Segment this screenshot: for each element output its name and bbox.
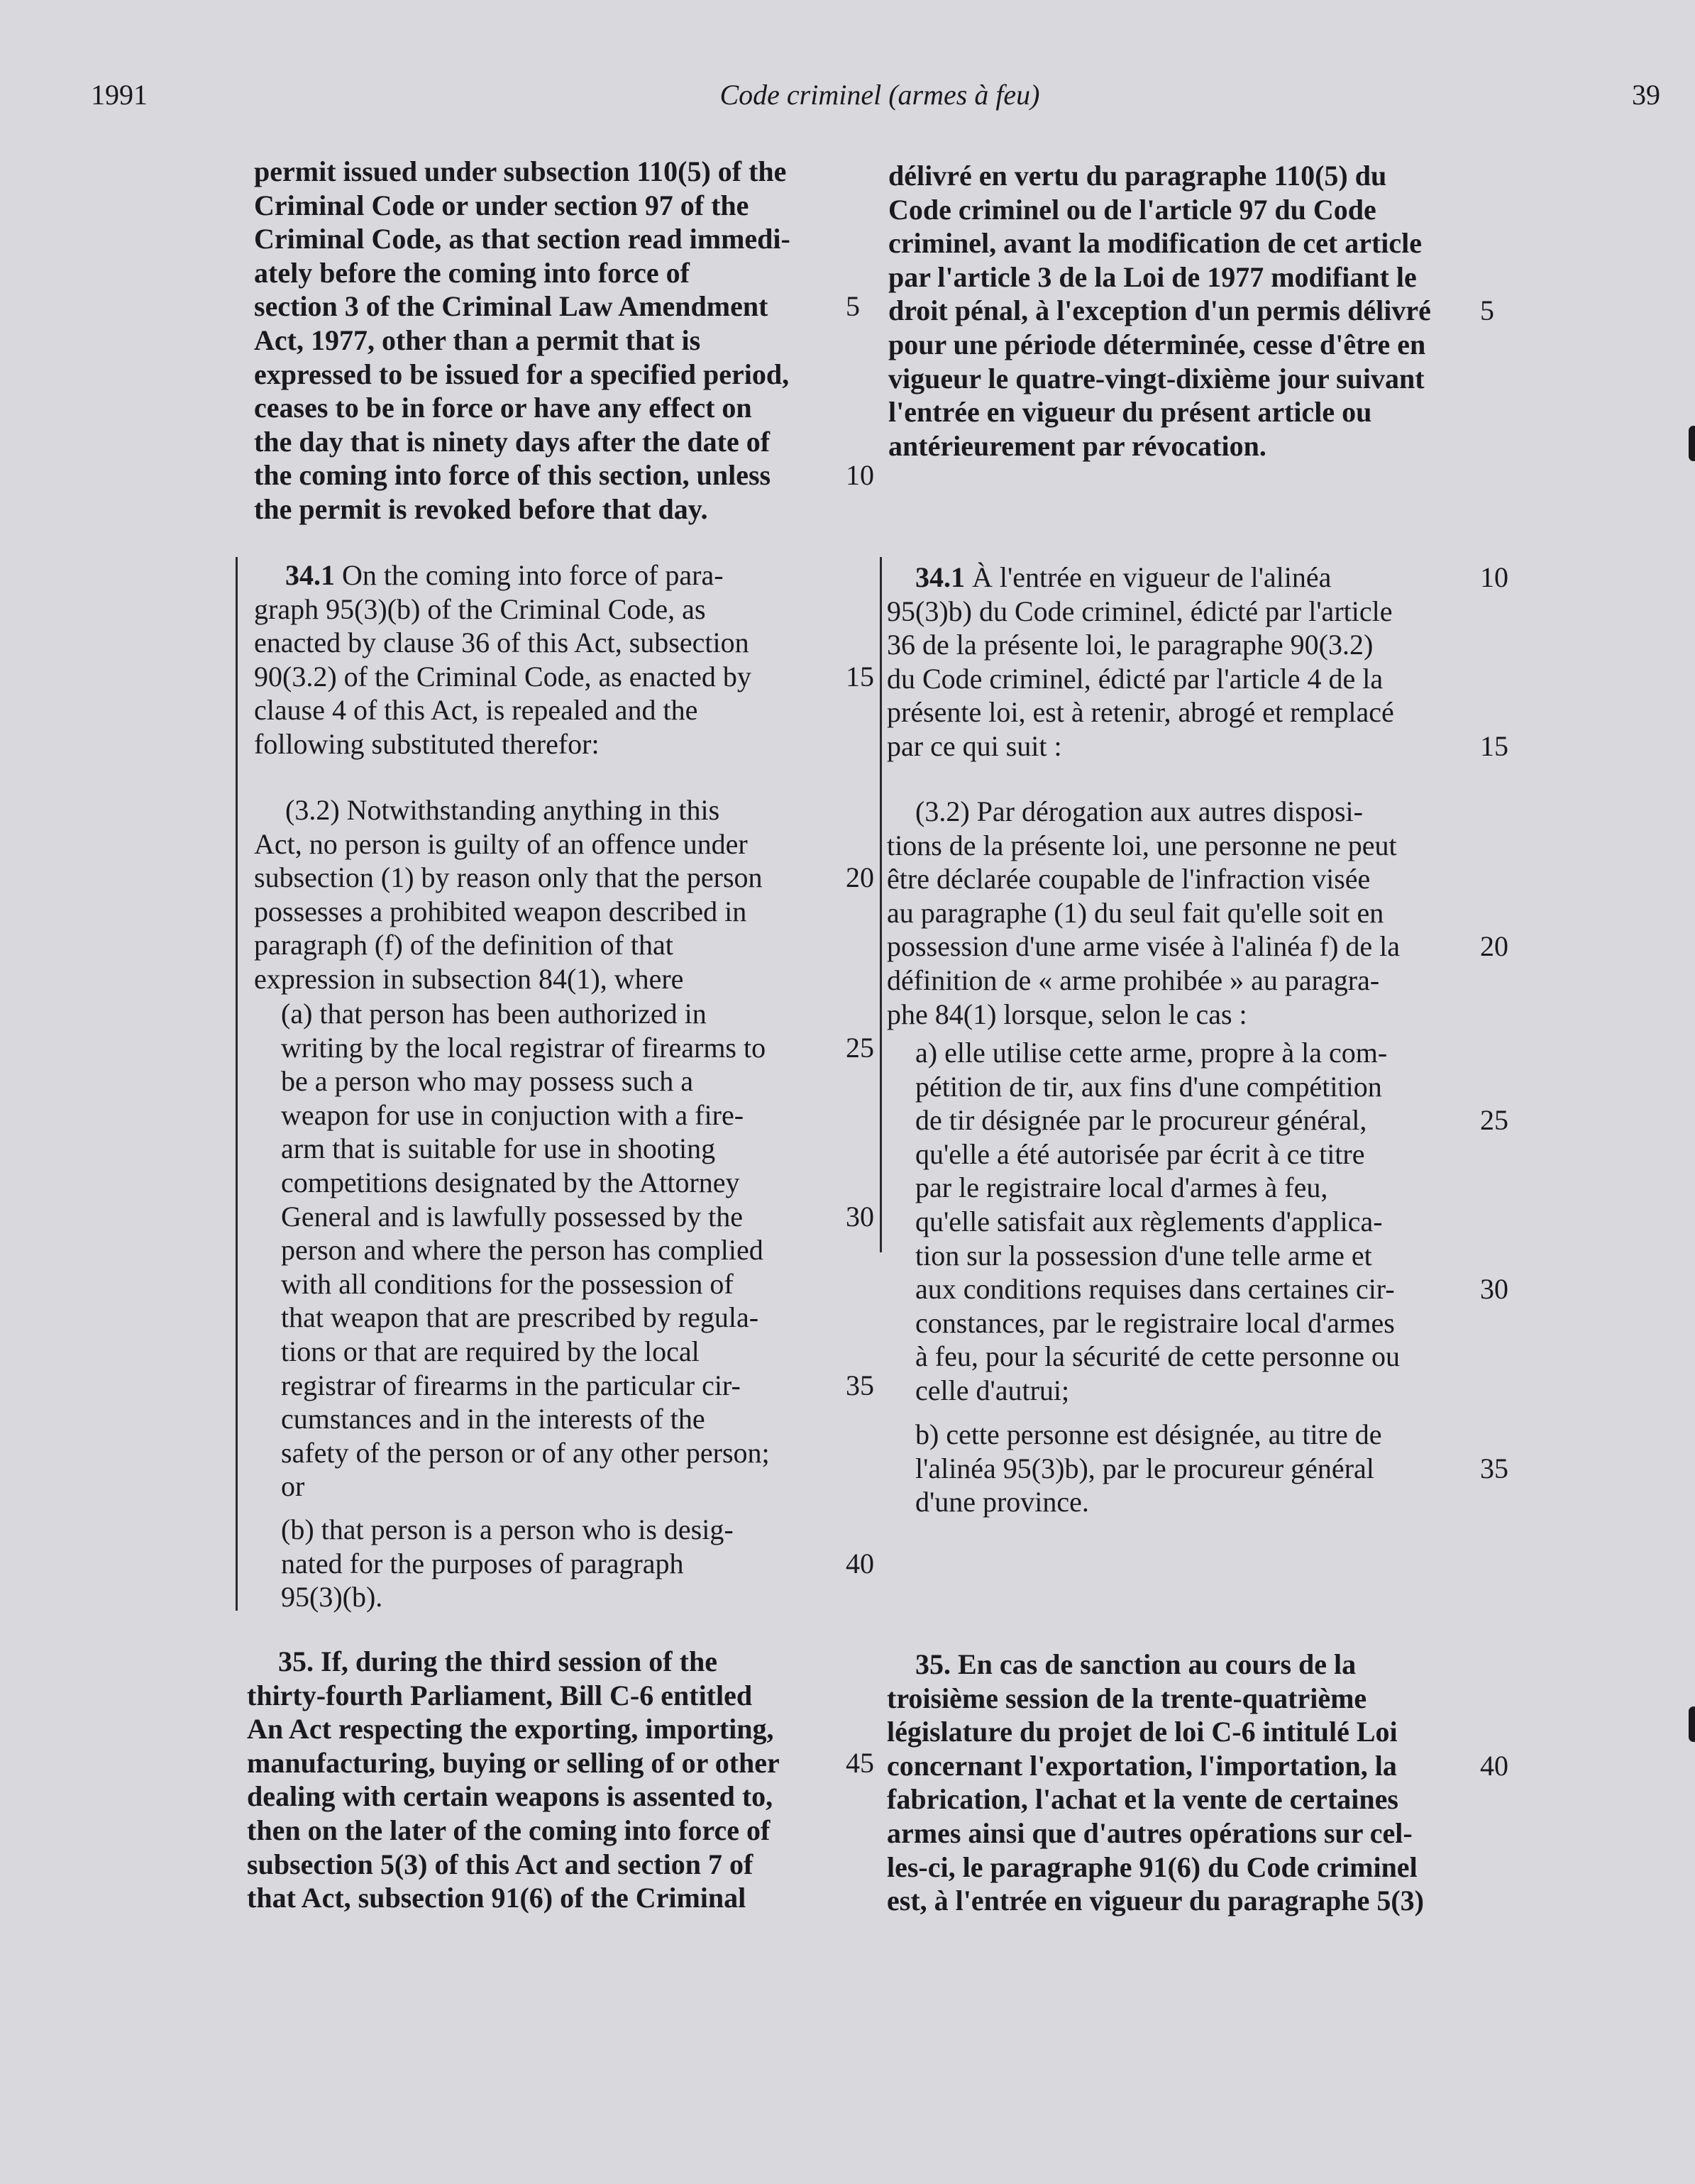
text-line: permit issued under subsection 110(5) of the — [254, 155, 787, 187]
text-line: celle d'autrui; — [915, 1374, 1070, 1406]
text-line: qu'elle satisfait aux règlements d'applica- — [915, 1205, 1383, 1237]
line-number: 10 — [1480, 561, 1508, 593]
line-number: 40 — [846, 1547, 874, 1579]
text-line: par l'article 3 de la Loi de 1977 modifiant le — [888, 260, 1417, 293]
line-number: 35 — [1480, 1452, 1508, 1484]
text-line: droit pénal, à l'exception d'un permis délivré — [888, 294, 1431, 327]
line-number: 25 — [846, 1031, 874, 1064]
text-line: General and is lawfully possessed by the — [281, 1200, 743, 1232]
text-line: 90(3.2) of the Criminal Code, as enacted by — [254, 660, 751, 693]
text-line: phe 84(1) lorsque, selon le cas : — [887, 998, 1247, 1030]
text-line: that Act, subsection 91(6) of the Criminal — [247, 1882, 746, 1914]
text-line: subsection (1) by reason only that the person — [254, 861, 763, 894]
text-line: présente loi, est à retenir, abrogé et remplacé — [887, 696, 1394, 729]
text-line: be a person who may possess such a — [281, 1065, 693, 1098]
english-s35-block — [247, 1645, 836, 1915]
text-line: clause 4 of this Act, is repealed and the — [254, 694, 698, 727]
line-number: 10 — [846, 459, 874, 492]
text-line: tion sur la possession d'une telle arme et — [915, 1239, 1372, 1272]
text-line: then on the later of the coming into force of — [247, 1814, 771, 1846]
line-number: 30 — [846, 1200, 874, 1232]
text-line: nated for the purposes of paragraph — [281, 1547, 684, 1579]
text-line: thirty-fourth Parliament, Bill C-6 entitled — [247, 1679, 753, 1711]
header-title: Code criminel (armes à feu) — [719, 79, 1040, 111]
french-para-b-block — [915, 1418, 1476, 1519]
text-line: pour une période déterminée, cesse d'être en — [888, 328, 1426, 360]
text-line: pétition de tir, aux fins d'une compétition — [915, 1070, 1382, 1103]
text-line: Criminal Code or under section 97 of the — [254, 189, 749, 221]
binding-mark-top — [1689, 426, 1695, 461]
text-line: armes ainsi que d'autres opérations sur cel- — [887, 1816, 1413, 1849]
text-line: à feu, pour la sécurité de cette personne ou — [915, 1340, 1401, 1373]
text-line: l'entrée en vigueur du présent article ou — [888, 396, 1372, 429]
line-number: 20 — [846, 861, 874, 894]
french-intro-block — [888, 159, 1474, 463]
text-line: tions de la présente loi, une personne ne peut — [887, 829, 1397, 861]
text-line: possesses a prohibited weapon described in — [254, 895, 747, 927]
line-number: 25 — [1480, 1104, 1508, 1137]
text-line: 36 de la présente loi, le paragraphe 90(3.2) — [887, 629, 1374, 661]
text-line: 35. En cas de sanction au cours de la — [915, 1648, 1357, 1680]
text-line: expression in subsection 84(1), where — [254, 962, 684, 995]
text-line: Code criminel ou de l'article 97 du Code — [888, 193, 1376, 226]
line-number: 20 — [1480, 930, 1508, 963]
text-line: 95(3)(b). — [281, 1581, 383, 1614]
text-line: 95(3)b) du Code criminel, édicté par l'article — [887, 595, 1393, 627]
text-line: ceases to be in force or have any effect on — [254, 392, 752, 424]
text-line: du Code criminel, édicté par l'article 4 de la — [887, 662, 1384, 695]
text-line: concernant l'exportation, l'importation, la — [887, 1749, 1397, 1782]
line-number: 5 — [846, 290, 860, 323]
text-line: expressed to be issued for a specified period, — [254, 358, 790, 390]
text-line: par le registraire local d'armes à feu, — [915, 1171, 1328, 1204]
text-line: enacted by clause 36 of this Act, subsection — [254, 627, 749, 659]
text-line: possession d'une arme visée à l'alinéa f) de la — [887, 930, 1401, 963]
text-line: following substituted therefor: — [254, 727, 600, 760]
text-line: the permit is revoked before that day. — [254, 492, 708, 525]
line-number: 30 — [1480, 1273, 1508, 1306]
text-line: (b) that person is a person who is desig- — [281, 1513, 734, 1545]
text-line: that weapon that are prescribed by regula- — [281, 1301, 759, 1334]
text-line: the day that is ninety days after the date of — [254, 425, 771, 458]
text-line: est, à l'entrée en vigueur du paragraphe 5(3) — [887, 1885, 1424, 1917]
text-line: graph 95(3)(b) of the Criminal Code, as — [254, 592, 706, 625]
text-line: au paragraphe (1) du seul fait qu'elle soit en — [887, 896, 1384, 929]
text-line: the coming into force of this section, unless — [254, 459, 771, 492]
french-s341-block — [887, 561, 1473, 763]
french-s35-block — [887, 1648, 1473, 1918]
english-para-b-block — [281, 1513, 841, 1614]
text-line: définition de « arme prohibée » au paragra- — [887, 964, 1380, 996]
text-line: de tir désignée par le procureur général, — [915, 1104, 1367, 1137]
amendment-rule-right — [880, 557, 882, 1252]
text-line: Act, 1977, other than a permit that is — [254, 324, 701, 356]
text-line: An Act respecting the exporting, importing, — [247, 1713, 774, 1745]
text-line: vigueur le quatre-vingt-dixième jour suivant — [888, 362, 1425, 395]
french-para-a-block — [915, 1036, 1476, 1408]
text-line: l'alinéa 95(3)b), par le procureur général — [915, 1452, 1374, 1484]
text-line: qu'elle a été autorisée par écrit à ce titre — [915, 1137, 1365, 1170]
text-line: registrar of firearms in the particular cir- — [281, 1369, 741, 1401]
text-line: with all conditions for the possession of — [281, 1267, 734, 1300]
text-line: (3.2) Par dérogation aux autres disposi- — [915, 795, 1363, 827]
text-line: 34.1 À l'entrée en vigueur de l'alinéa — [915, 561, 1332, 593]
text-line: weapon for use in conjuction with a fire- — [281, 1098, 744, 1131]
text-line: cumstances and in the interests of the — [281, 1403, 705, 1435]
text-line: arm that is suitable for use in shooting — [281, 1132, 716, 1165]
text-line: les-ci, le paragraphe 91(6) du Code criminel — [887, 1851, 1418, 1883]
line-number: 45 — [846, 1746, 874, 1779]
text-line: troisième session de la trente-quatrième — [887, 1682, 1367, 1714]
text-line: être déclarée coupable de l'infraction visée — [887, 863, 1371, 895]
text-line: (a) that person has been authorized in — [281, 998, 707, 1030]
text-line: paragraph (f) of the definition of that — [254, 929, 673, 961]
text-line: tions or that are required by the local — [281, 1335, 700, 1367]
amendment-rule-left — [236, 557, 238, 1611]
text-line: b) cette personne est désignée, au titre de — [915, 1418, 1382, 1450]
text-line: par ce qui suit : — [887, 729, 1062, 762]
header-year: 1991 — [91, 79, 148, 111]
text-line: (3.2) Notwithstanding anything in this — [285, 794, 720, 826]
text-line: or — [281, 1470, 305, 1503]
text-line: 35. If, during the third session of the — [278, 1645, 717, 1677]
binding-mark-bottom — [1689, 1706, 1695, 1742]
text-line: subsection 5(3) of this Act and section 7 of — [247, 1848, 753, 1880]
text-line: Criminal Code, as that section read immedi- — [254, 223, 790, 255]
text-line: dealing with certain weapons is assented to, — [247, 1780, 773, 1813]
line-number: 40 — [1480, 1749, 1508, 1782]
text-line: a) elle utilise cette arme, propre à la com- — [915, 1037, 1388, 1069]
french-s32-block — [887, 795, 1473, 1031]
line-number: 15 — [1480, 730, 1508, 762]
text-line: criminel, avant la modification de cet article — [888, 227, 1423, 260]
text-line: safety of the person or of any other person; — [281, 1436, 770, 1469]
text-line: constances, par le registraire local d'armes — [915, 1306, 1395, 1339]
text-line: aux conditions requises dans certaines cir- — [915, 1273, 1395, 1306]
text-line: ately before the coming into force of — [254, 256, 690, 289]
text-line: d'une province. — [915, 1486, 1089, 1518]
text-line: délivré en vertu du paragraphe 110(5) du — [888, 160, 1387, 192]
line-number: 5 — [1480, 294, 1494, 327]
text-line: 34.1 On the coming into force of para- — [285, 559, 724, 591]
text-line: fabrication, l'achat et la vente de certaines — [887, 1783, 1398, 1816]
english-para-a-block — [281, 997, 841, 1504]
text-line: manufacturing, buying or selling of or other — [247, 1746, 780, 1779]
english-intro-block — [254, 155, 843, 526]
english-s341-block — [254, 558, 843, 761]
line-number: 15 — [846, 660, 874, 693]
text-line: writing by the local registrar of firearms to — [281, 1031, 766, 1064]
text-line: person and where the person has complied — [281, 1234, 763, 1267]
text-line: Act, no person is guilty of an offence under — [254, 827, 748, 860]
line-number: 35 — [846, 1369, 874, 1401]
text-line: législature du projet de loi C-6 intitulé Loi — [887, 1716, 1398, 1748]
text-line: antérieurement par révocation. — [888, 429, 1266, 462]
text-line: competitions designated by the Attorney — [281, 1166, 740, 1198]
page-number: 39 — [1632, 79, 1660, 111]
text-line: section 3 of the Criminal Law Amendment — [254, 290, 768, 323]
english-s32-block — [254, 793, 843, 996]
